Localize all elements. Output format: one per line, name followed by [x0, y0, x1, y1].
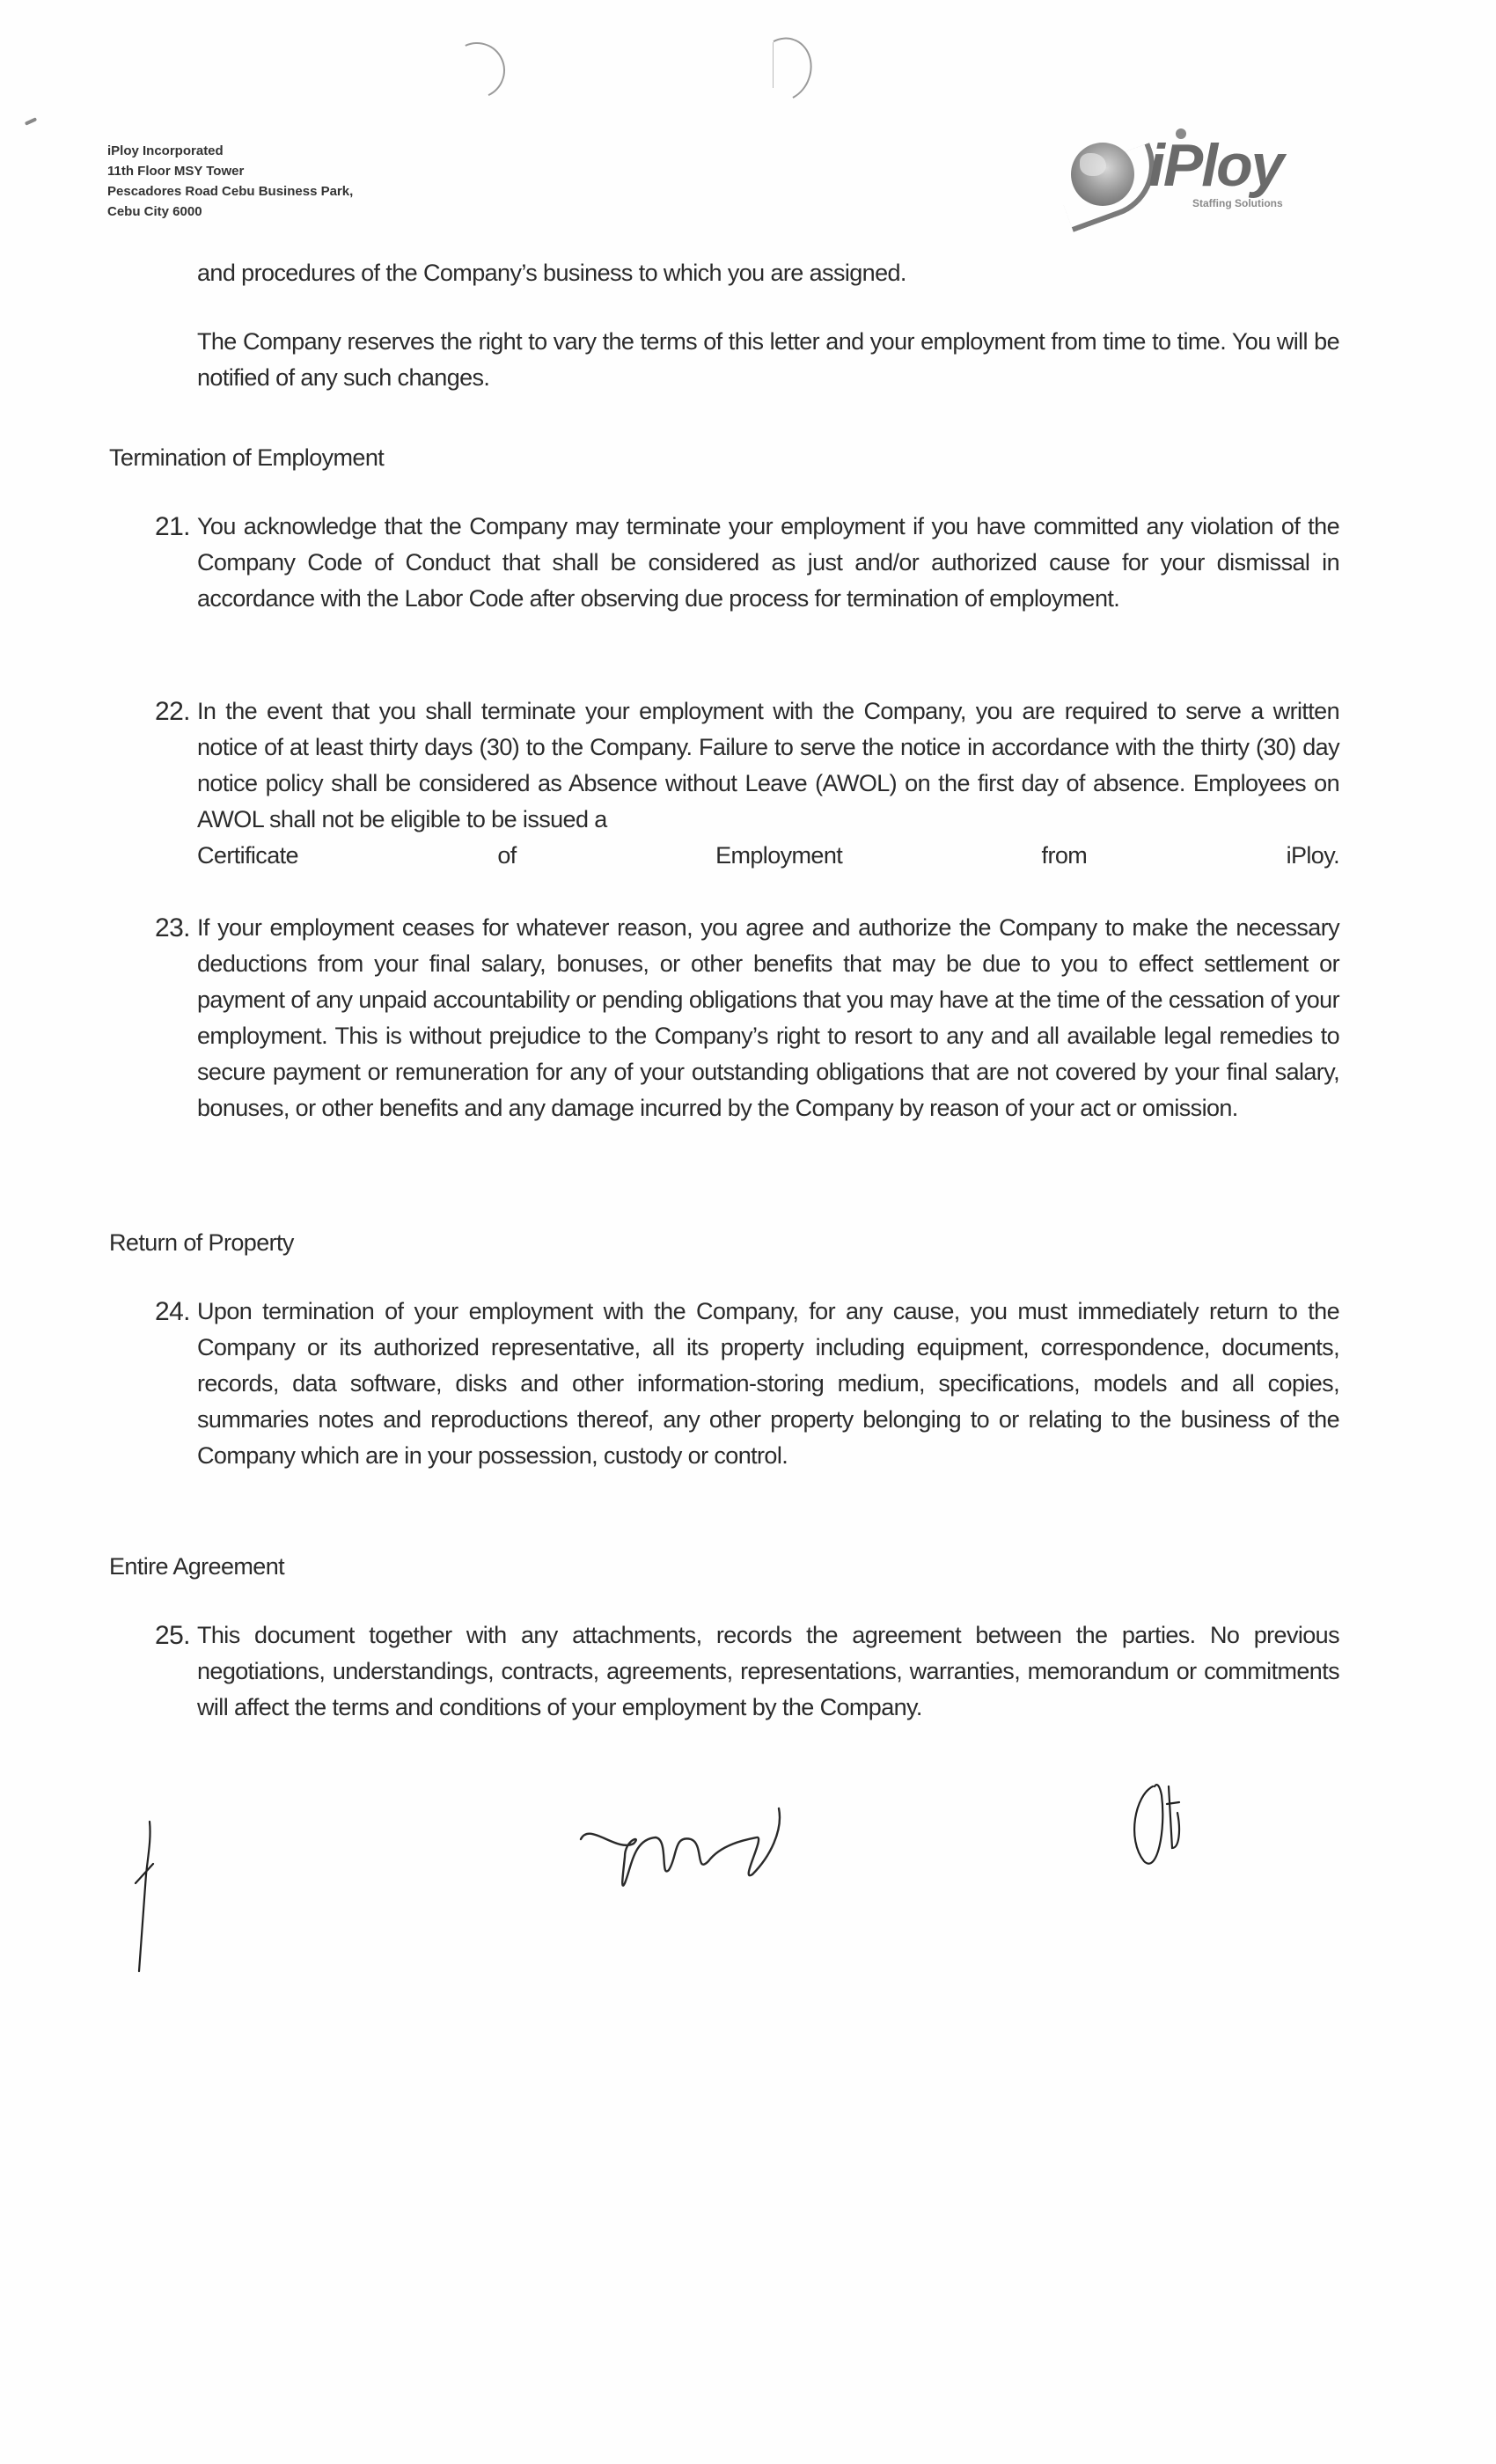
clause-22 — [155, 693, 1339, 874]
clause-number: 22. — [155, 697, 190, 726]
clause-text: This document together with any attachments, records the agreement between the parties. No previous negotiations, understandings, contracts, agreements, representations, warranties, memorandum or commitments will affect the terms and conditions of your employment by the Company. — [197, 1622, 1339, 1720]
clause-number: 24. — [155, 1297, 190, 1326]
clause-text: If your employment ceases for whatever reason, you agree and authorize the Company to make the necessary deductions from your final salary, bonuses, or other benefits that may be due to you to effect settlement or payment of any unpaid accountability or pending obligations that you may have at the time of the cessation of your employment. This is without prejudice to the Company’s right to resort to any and all available legal remedies to secure payment or remuneration for any of your outstanding obligations that are not covered by your final salary, bonuses, or other benefits and any damage incurred by the Company by reason of your act or omission. — [197, 914, 1339, 1121]
clause-21 — [155, 509, 1339, 617]
scan-artifact-dot — [25, 117, 37, 126]
section-heading-entire-agreement: Entire Agreement — [109, 1553, 285, 1580]
continuation-paragraph: and procedures of the Company’s business to which you are assigned. — [197, 260, 906, 286]
clause-text: Upon termination of your employment with the Company, for any cause, you must immediately return to the Company or its authorized representative, all its property including equipment, correspondence, documents, records, data software, disks and other information-storing medium, specifications, models and all copies, summaries notes and reproductions thereof, any other property belonging to or relating to the business of the Company which are in your possession, custody or control. — [197, 1298, 1339, 1469]
clause-23 — [155, 910, 1339, 1126]
logo-wordmark: iPloy — [1148, 132, 1283, 199]
logo-tagline: Staffing Solutions — [1192, 197, 1283, 209]
company-name: iPloy Incorporated — [107, 143, 224, 158]
address-line-2: Pescadores Road Cebu Business Park, — [107, 184, 354, 199]
company-logo — [1060, 123, 1307, 220]
clause-text: In the event that you shall terminate your employment with the Company, you are required to serve a written notice of at least thirty days (30) to the Company. Failure to serve the notice in accordance with the thirty (30) day notice policy shall be considered as Absence without Leave (AWOL) on the first day of absence. Employees on AWOL shall not be eligible to be issued a — [197, 698, 1339, 832]
clause-number: 23. — [155, 913, 190, 942]
clause-text: You acknowledge that the Company may terminate your employment if you have committed any violation of the Company Code of Conduct that shall be considered as just and/or authorized cause for your dismissal in accordance with the Labor Code after observing due process for termination of employment. — [197, 513, 1339, 612]
address-line-3: Cebu City 6000 — [107, 204, 202, 219]
address-line-1: 11th Floor MSY Tower — [107, 164, 245, 179]
scan-artifact-mark — [745, 29, 820, 109]
clause-number: 21. — [155, 512, 190, 541]
signature-center — [572, 1804, 818, 1901]
section-heading-termination: Termination of Employment — [109, 444, 385, 471]
section-heading-return-of-property: Return of Property — [109, 1229, 294, 1256]
scan-artifact-line — [773, 42, 774, 88]
signature-right — [1118, 1778, 1214, 1874]
signature-left — [123, 1813, 176, 1989]
scan-artifact-mark — [441, 34, 513, 106]
clause-24 — [155, 1294, 1339, 1474]
clause-text-last-line: Certificate of Employment from iPloy. — [197, 842, 1339, 869]
clause-25 — [155, 1617, 1339, 1726]
clause-number: 25. — [155, 1621, 190, 1650]
letterhead-address — [107, 141, 353, 222]
variation-notice-paragraph: The Company reserves the right to vary the terms of this letter and your employment from time to time. You will be notified of any such changes. — [197, 328, 1339, 391]
